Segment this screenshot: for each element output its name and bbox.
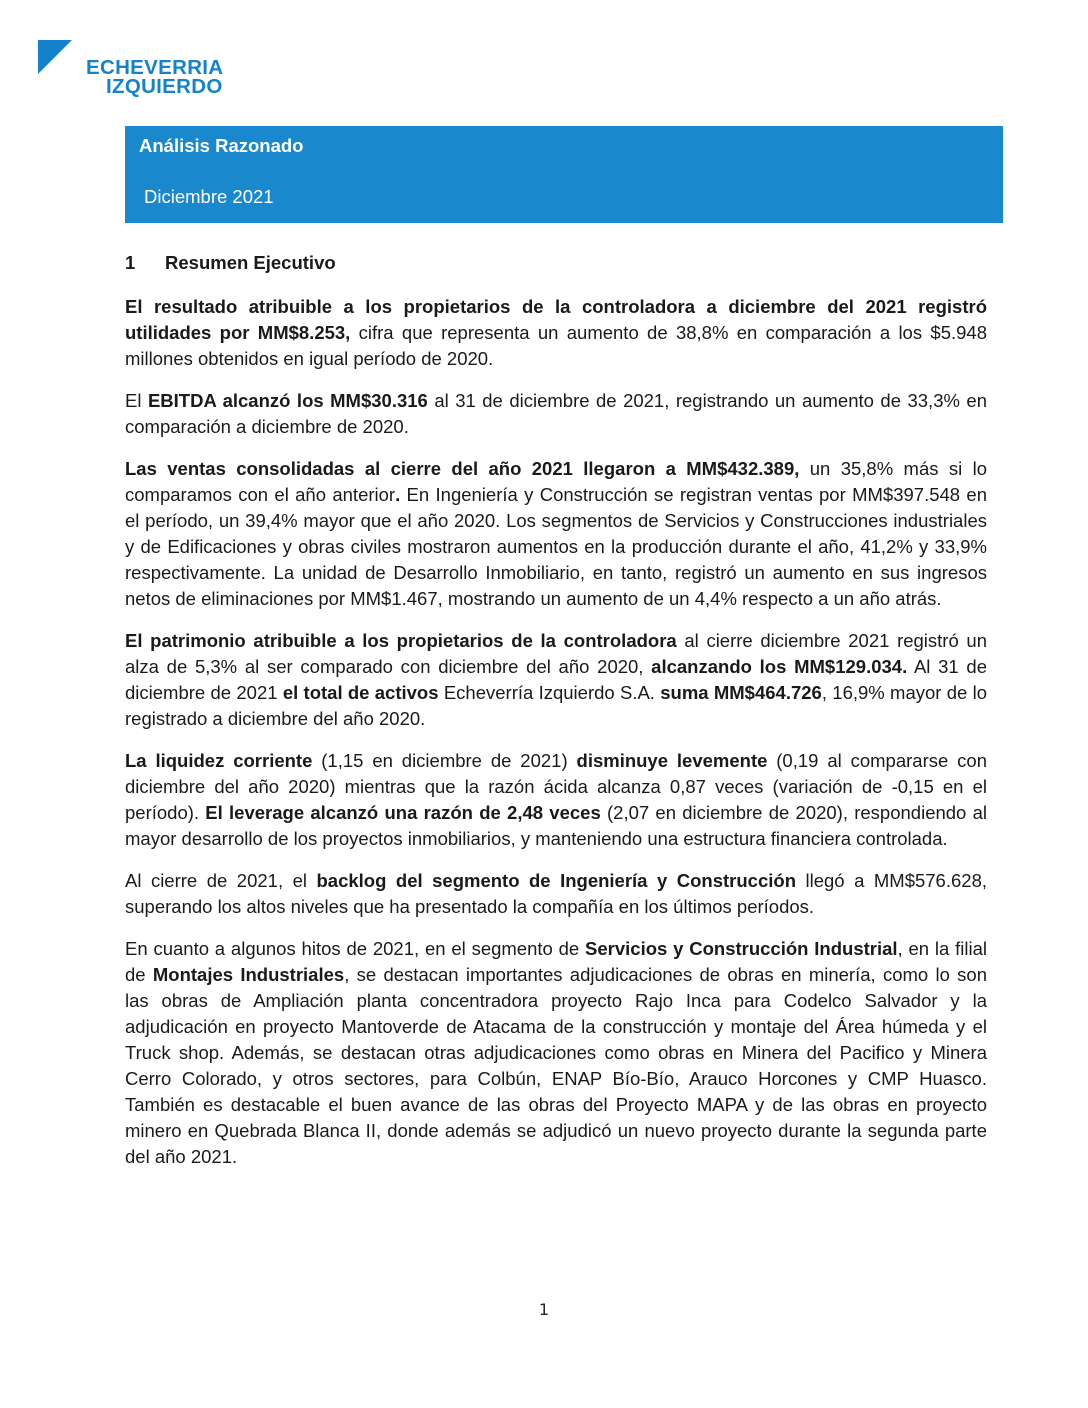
logo-text-line2: IZQUIERDO [106,75,223,98]
company-logo [38,40,238,100]
logo-mark-icon [38,40,72,74]
text-run: al cierre diciembre 2021 registró un alza de 5,3% al ser comparado con diciembre del año 2020, [125,630,987,677]
text-run: (2,07 en diciembre de 2020), respondiendo al mayor desarrollo de los proyectos inmobiliarios, y manteniendo una estructura financiera controlada. [125,802,987,849]
text-run: , en la filial de [125,938,987,985]
body-paragraph [125,868,987,920]
bold-text-run: . [395,484,401,505]
bold-text-run: EBITDA alcanzó los MM$30.316 [147,390,428,411]
bold-text-run: el total de activos [282,682,439,703]
document-body [125,294,987,1186]
bold-text-run: La liquidez corriente [125,750,313,771]
text-run: (0,19 al compararse con diciembre del año 2020) mientras que la razón ácida alcanza 0,87 veces (variación de -0,15 en el período). [125,750,987,823]
logo-text-line1: ECHEVERRIA [86,56,224,79]
text-run: , se destacan importantes adjudicaciones de obras en minería, como lo son las obras de Ampliación planta concentradora proyecto Rajo Inca para Codelco Salvador y la adjudicación en proyecto Mantoverde de Atacama de la construcción y montaje del Área húmeda y el Truck shop. Además, se destacan otras adjudicaciones como obras en Minera del Pacifico y Minera Cerro Colorado, y otros sectores, para Colbún, ENAP Bío-Bío, Arauco Horcones y CMP Huasco. También es destacable el buen avance de las obras del Proyecto MAPA y de las obras en proyecto minero en Quebrada Blanca II, donde además se adjudicó un nuevo proyecto durante la segunda parte del año 2021. [125,964,988,1167]
document-header-banner [125,126,1003,223]
body-paragraph [125,748,987,852]
text-run: al 31 de diciembre de 2021, registrando un aumento de 33,3% en comparación a diciembre de 2020. [125,390,987,437]
bold-text-run: Las ventas consolidadas al cierre del año 2021 llegaron a MM$432.389, [125,458,800,479]
bold-text-run: disminuye levemente [576,750,768,771]
body-paragraph [125,294,987,372]
bold-text-run: El patrimonio atribuible a los propietarios de la controladora [125,630,677,651]
section-heading [125,252,336,274]
bold-text-run: backlog del segmento de Ingeniería y Construcción [316,870,796,891]
bold-text-run: El resultado atribuible a los propietarios de la controladora a diciembre del 2021 registró utilidades por MM$8.253, [125,296,987,343]
bold-text-run: Servicios y Construcción Industrial [585,938,898,959]
document-period: Diciembre 2021 [144,186,274,207]
bold-text-run: El leverage alcanzó una razón de 2,48 veces [205,802,601,823]
text-run: En Ingeniería y Construcción se registran ventas por MM$397.548 en el período, un 39,4% mayor que el año 2020. Los segmentos de Servicios y Construcciones industriales y de Edificaciones y obras civiles mostraron aumentos en la producción durante el año, 41,2% y 33,9% respectivamente. La unidad de Desarrollo Inmobiliario, en tanto, registró un aumento en sus ingresos netos de eliminaciones por MM$1.467, mostrando un aumento de un 4,4% respecto a un año atrás. [125,484,987,609]
text-run: (1,15 en diciembre de 2021) [312,750,577,771]
text-run: Al 31 de diciembre de 2021 [125,656,987,703]
section-number: 1 [125,252,136,273]
text-run: En cuanto a algunos hitos de 2021, en el segmento de [125,938,586,959]
text-run: Echeverría Izquierdo S.A. [438,682,661,703]
text-run: , 16,9% mayor de lo registrado a diciembre del año 2020. [125,682,987,729]
body-paragraph [125,936,987,1170]
text-run: llegó a MM$576.628, superando los altos niveles que ha presentado la compañía en los últimos períodos. [125,870,987,917]
text-run: un 35,8% más si lo comparamos con el año anterior [125,458,987,505]
bold-text-run: Montajes Industriales [152,964,345,985]
page-number: 1 [538,1300,550,1319]
text-run: El [125,390,148,411]
body-paragraph [125,456,987,612]
document-title: Análisis Razonado [139,135,304,156]
text-run: cifra que representa un aumento de 38,8% en comparación a los $5.948 millones obtenidos en igual período de 2020. [125,322,987,369]
body-paragraph [125,628,987,732]
text-run: Al cierre de 2021, el [125,870,317,891]
section-title: Resumen Ejecutivo [165,252,336,273]
bold-text-run: suma MM$464.726 [660,682,822,703]
body-paragraph [125,388,987,440]
bold-text-run: alcanzando los MM$129.034. [651,656,908,677]
